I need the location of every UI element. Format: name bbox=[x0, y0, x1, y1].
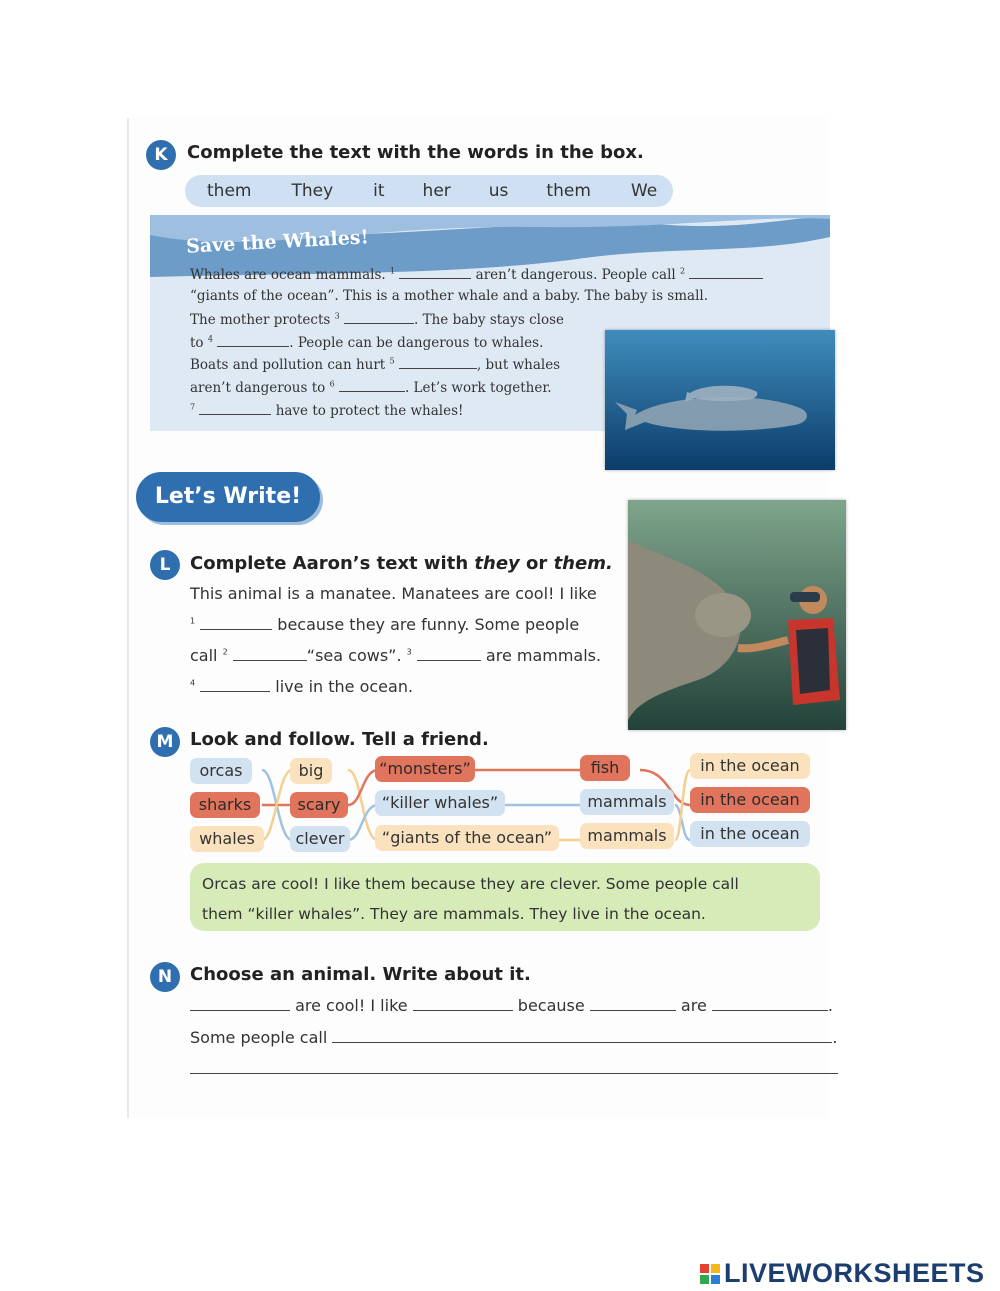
chip-animal[interactable]: whales bbox=[190, 826, 264, 852]
chip-class[interactable]: mammals bbox=[580, 789, 674, 815]
example-line-1: Orcas are cool! I like them because they are clever. Some people call bbox=[202, 875, 739, 893]
k-line-3: The mother protects $^3$ . The baby stays close bbox=[190, 311, 564, 328]
l-blank-2[interactable] bbox=[233, 648, 307, 661]
exercise-m-instruction: Look and follow. Tell a friend. bbox=[190, 729, 489, 750]
k-line-2: “giants of the ocean”. This is a mother whale and a baby. The baby is small. bbox=[190, 288, 708, 304]
word-box-word: us bbox=[488, 181, 509, 201]
word-box-word: them bbox=[546, 181, 591, 201]
n-blank-5[interactable] bbox=[332, 1030, 832, 1043]
k-blank-4[interactable] bbox=[217, 334, 289, 347]
n-blank-4[interactable] bbox=[712, 998, 828, 1011]
word-box-word: her bbox=[422, 181, 451, 201]
k-line-7: $^7$ have to protect the whales! bbox=[190, 402, 464, 419]
exercise-l-instruction: Complete Aaron’s text with they or them. bbox=[190, 553, 613, 574]
k-blank-6[interactable] bbox=[339, 379, 405, 392]
chip-nickname[interactable]: “killer whales” bbox=[375, 790, 505, 816]
n-line-2: Some people call . bbox=[190, 1028, 838, 1047]
chip-adjective[interactable]: clever bbox=[290, 826, 350, 852]
panel-title: Save the Whales! bbox=[185, 226, 370, 258]
chip-class[interactable]: fish bbox=[580, 755, 630, 781]
chip-adjective[interactable]: scary bbox=[290, 792, 348, 818]
word-box-word: them bbox=[207, 181, 252, 201]
lets-write-banner: Let’s Write! bbox=[136, 472, 320, 522]
k-blank-1[interactable] bbox=[399, 266, 471, 279]
l-blank-3[interactable] bbox=[417, 648, 481, 661]
exercise-n-badge: N bbox=[150, 962, 180, 992]
n-line-1: are cool! I like because are . bbox=[190, 996, 833, 1015]
k-line-6: aren’t dangerous to $^6$ . Let’s work together. bbox=[190, 379, 552, 396]
word-box bbox=[185, 175, 673, 207]
l-line-3: call $^2$ “sea cows”. $^3$ are mammals. bbox=[190, 646, 602, 665]
exercise-k-instruction: Complete the text with the words in the box. bbox=[187, 142, 644, 163]
l-blank-4[interactable] bbox=[200, 679, 270, 692]
n-blank-1[interactable] bbox=[190, 998, 290, 1011]
word-box-word: it bbox=[373, 181, 385, 201]
brand-name: LIVEWORKSHEETS bbox=[724, 1258, 985, 1288]
k-line-1: Whales are ocean mammals. $^1$ aren’t dangerous. People call $^2$ bbox=[190, 266, 763, 283]
chip-nickname[interactable]: “monsters” bbox=[375, 756, 475, 782]
word-box-word: We bbox=[630, 181, 658, 201]
n-blank-6[interactable] bbox=[190, 1073, 838, 1074]
manatee-and-diver-photo bbox=[628, 500, 846, 730]
chip-habitat[interactable]: in the ocean bbox=[690, 753, 810, 779]
logo-icon bbox=[700, 1264, 720, 1284]
mother-and-baby-whale-photo bbox=[605, 330, 835, 470]
example-line-2: them “killer whales”. They are mammals. They live in the ocean. bbox=[202, 905, 706, 923]
k-blank-3[interactable] bbox=[344, 311, 414, 324]
chip-adjective[interactable]: big bbox=[290, 758, 332, 784]
exercise-n-instruction: Choose an animal. Write about it. bbox=[190, 964, 531, 985]
chip-animal[interactable]: sharks bbox=[190, 792, 260, 818]
chip-animal[interactable]: orcas bbox=[190, 758, 252, 784]
k-blank-5[interactable] bbox=[399, 356, 477, 369]
k-line-5: Boats and pollution can hurt $^5$ , but whales bbox=[190, 356, 561, 373]
word-box-word: They bbox=[291, 181, 334, 201]
exercise-m-badge: M bbox=[150, 727, 180, 757]
k-blank-2[interactable] bbox=[689, 266, 763, 279]
liveworksheets-logo bbox=[700, 1258, 985, 1289]
n-blank-2[interactable] bbox=[413, 998, 513, 1011]
l-blank-1[interactable] bbox=[200, 617, 272, 630]
exercise-l-badge: L bbox=[150, 550, 180, 580]
chip-class[interactable]: mammals bbox=[580, 823, 674, 849]
l-line-1: This animal is a manatee. Manatees are cool! I like bbox=[190, 584, 597, 603]
chip-nickname[interactable]: “giants of the ocean” bbox=[375, 825, 559, 851]
k-blank-7[interactable] bbox=[199, 402, 271, 415]
chip-habitat[interactable]: in the ocean bbox=[690, 787, 810, 813]
chip-habitat[interactable]: in the ocean bbox=[690, 821, 810, 847]
exercise-k-badge: K bbox=[146, 140, 176, 170]
l-line-4: $^4$ live in the ocean. bbox=[190, 677, 414, 696]
l-line-2: $^1$ because they are funny. Some people bbox=[190, 615, 580, 634]
k-line-4: to $^4$ . People can be dangerous to whales. bbox=[190, 334, 544, 351]
n-blank-3[interactable] bbox=[590, 998, 676, 1011]
